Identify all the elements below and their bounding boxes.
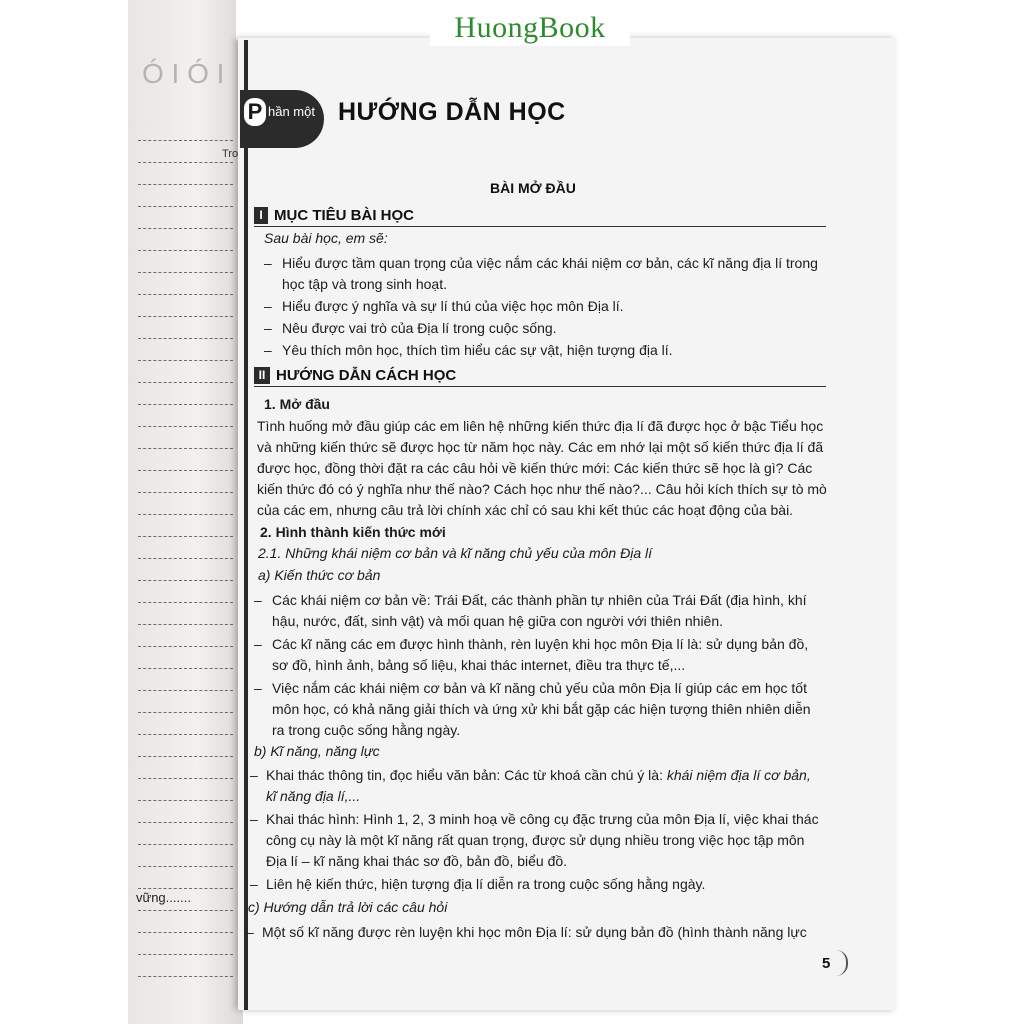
keyword-text: kĩ năng địa lí,... (266, 788, 361, 804)
paragraph-line: được học, đồng thời đặt ra các câu hỏi về kiến thức mới: Các kiến thức sẽ học là gì? Các (257, 460, 813, 476)
subheading-b: b) Kĩ năng, năng lực (254, 743, 380, 759)
objective-item: Yêu thích môn học, thích tìm hiểu các sự vật, hiện tượng địa lí. (282, 342, 673, 358)
subheading-c: c) Hướng dẫn trả lời các câu hỏi (248, 899, 448, 915)
section-title: HƯỚNG DẪN CÁCH HỌC (276, 367, 457, 384)
bullet-dash: – (246, 924, 254, 940)
left-page-dashed-line (138, 932, 233, 933)
left-page-dashed-line (138, 316, 233, 317)
objective-item: học tập và trong sinh hoạt. (282, 276, 447, 292)
left-page-dashed-line (138, 976, 233, 977)
keyword-text: khái niệm địa lí cơ bản, (666, 767, 811, 783)
left-page-text-top: Tro (222, 148, 239, 160)
left-page-dashed-line (138, 250, 233, 251)
paragraph-line: Các kĩ năng các em được hình thành, rèn luyện khi học môn Địa lí là: sử dụng bản đồ, (272, 636, 809, 652)
left-page-dashed-line (138, 954, 233, 955)
bullet-dash: – (250, 876, 258, 892)
background-left (0, 0, 130, 1024)
left-page-dashed-line (138, 382, 233, 383)
paragraph-line: hậu, nước, đất, sinh vật) và mối quan hệ giữa con người với thiên nhiên. (272, 613, 724, 629)
section-heading-guide (254, 366, 826, 387)
objective-item: Hiểu được tầm quan trọng của việc nắm các khái niệm cơ bản, các kĩ năng địa lí trong (282, 255, 818, 271)
bullet-dash: – (264, 255, 272, 271)
lesson-title: BÀI MỞ ĐẦU (490, 180, 576, 196)
left-page-dashed-line (138, 470, 233, 471)
left-page-dashed-line (138, 228, 233, 229)
left-page-dashed-line (138, 162, 233, 163)
left-page-dashed-line (138, 778, 233, 779)
left-page-dashed-line (138, 888, 233, 889)
left-page-dashed-line (138, 536, 233, 537)
bullet-dash: – (264, 320, 272, 336)
left-page-dashed-line (138, 448, 233, 449)
paragraph-line: môn học, có khả năng giải thích và ứng xử khi bắt gặp các hiện tượng thiên nhiên diễn (272, 701, 811, 717)
left-page-dashed-line (138, 206, 233, 207)
paragraph-line (266, 765, 811, 786)
left-page-dashed-line (138, 426, 233, 427)
paragraph-line: Khai thác hình: Hình 1, 2, 3 minh hoạ về công cụ đặc trưng của môn Địa lí, việc khai thác (266, 811, 819, 827)
left-page-dashed-line (138, 734, 233, 735)
paragraph-line: kiến thức đó có ý nghĩa như thế nào? Cách học như thế nào?... Câu hỏi kích thích sự tò mò (257, 481, 827, 497)
paragraph-line: ra trong cuộc sống hằng ngày. (272, 722, 461, 738)
paragraph-line: Việc nắm các khái niệm cơ bản và kĩ năng chủ yếu của môn Địa lí giúp các em học tốt (272, 680, 807, 696)
left-page-dashed-line (138, 800, 233, 801)
paragraph-text: Khai thác thông tin, đọc hiểu văn bản: Các từ khoá cần chú ý là: (266, 767, 667, 783)
left-page-dashed-line (138, 844, 233, 845)
paragraph-line: Một số kĩ năng được rèn luyện khi học môn Địa lí: sử dụng bản đồ (hình thành năng lực (262, 924, 807, 940)
left-page-dashed-line (138, 294, 233, 295)
paragraph-line: của các em, nhưng câu trả lời chính xác chỉ có sau khi kết thúc các hoạt động của bài. (257, 502, 794, 518)
left-page-dashed-line (138, 756, 233, 757)
left-page-dashed-line (138, 184, 233, 185)
left-page-dashed-line (138, 624, 233, 625)
part-badge-label: hần một (268, 104, 315, 119)
left-page-dashed-line (138, 492, 233, 493)
paragraph-line: và những kiến thức sẽ được học từ năm học này. Các em nhớ lại một số kiến thức địa lí đã (257, 439, 824, 455)
left-page-dashed-line (138, 338, 233, 339)
section-heading-objectives (254, 206, 826, 227)
subheading-a: a) Kiến thức cơ bản (258, 567, 381, 583)
objective-item: Nêu được vai trò của Địa lí trong cuộc sống. (282, 320, 557, 336)
left-page-dashed-line (138, 360, 233, 361)
bullet-dash: – (250, 811, 258, 827)
watermark-logo: HuongBook (430, 10, 630, 46)
left-page-dashed-line (138, 822, 233, 823)
left-page-dashed-line (138, 646, 233, 647)
left-page-dashed-line (138, 668, 233, 669)
left-page-dashed-line (138, 602, 233, 603)
part-badge-letter: P (244, 98, 266, 126)
left-page-dashed-line (138, 580, 233, 581)
subheading-new-knowledge: 2. Hình thành kiến thức mới (260, 524, 446, 540)
bullet-dash: – (254, 680, 262, 696)
left-page-dashed-line (138, 712, 233, 713)
paragraph-line: sơ đồ, hình ảnh, bảng số liệu, khai thác internet, điều tra thực tế,... (272, 657, 686, 673)
left-page-dashed-line (138, 910, 233, 911)
bullet-dash: – (250, 767, 258, 783)
page-spine-edge (244, 40, 248, 1010)
bullet-dash: – (254, 636, 262, 652)
left-page-dashed-line (138, 690, 233, 691)
section-title: MỤC TIÊU BÀI HỌC (274, 207, 414, 224)
paragraph-line: công cụ này là một kĩ năng rất quan trọng, được sử dụng nhiều trong việc học tập môn (266, 832, 805, 848)
left-page-dashed-line (138, 404, 233, 405)
left-page-dashed-line (138, 514, 233, 515)
paragraph-line: Địa lí – kĩ năng khai thác sơ đồ, bản đồ, biểu đồ. (266, 853, 568, 869)
page-number: 5 (822, 955, 831, 972)
paragraph-line: Tình huống mở đầu giúp các em liên hệ những kiến thức địa lí đã được học ở bậc Tiểu học (257, 418, 824, 434)
paragraph-line: Liên hệ kiến thức, hiện tượng địa lí diễn ra trong cuộc sống hằng ngày. (266, 876, 706, 892)
left-page-dashed-line (138, 140, 233, 141)
left-page-dashed-line (138, 272, 233, 273)
bullet-dash: – (254, 592, 262, 608)
subheading-intro: 1. Mở đầu (264, 396, 330, 412)
left-page-dashed-line (138, 866, 233, 867)
left-page-text-bottom: vững....... (136, 890, 191, 905)
section-number: I (254, 207, 268, 224)
subheading-2-1: 2.1. Những khái niệm cơ bản và kĩ năng chủ yếu của môn Địa lí (258, 545, 652, 561)
part-title: HƯỚNG DẪN HỌC (338, 98, 566, 126)
left-page-dashed-line (138, 558, 233, 559)
objectives-intro: Sau bài học, em sẽ: (264, 230, 388, 246)
bullet-dash: – (264, 298, 272, 314)
section-number: II (254, 367, 270, 384)
bullet-dash: – (264, 342, 272, 358)
left-page-ghost-text: Ó I Ó I (142, 58, 225, 89)
paragraph-line: Các khái niệm cơ bản về: Trái Đất, các thành phần tự nhiên của Trái Đất (địa hình, khí (272, 592, 807, 608)
objective-item: Hiểu được ý nghĩa và sự lí thú của việc học môn Địa lí. (282, 298, 624, 314)
